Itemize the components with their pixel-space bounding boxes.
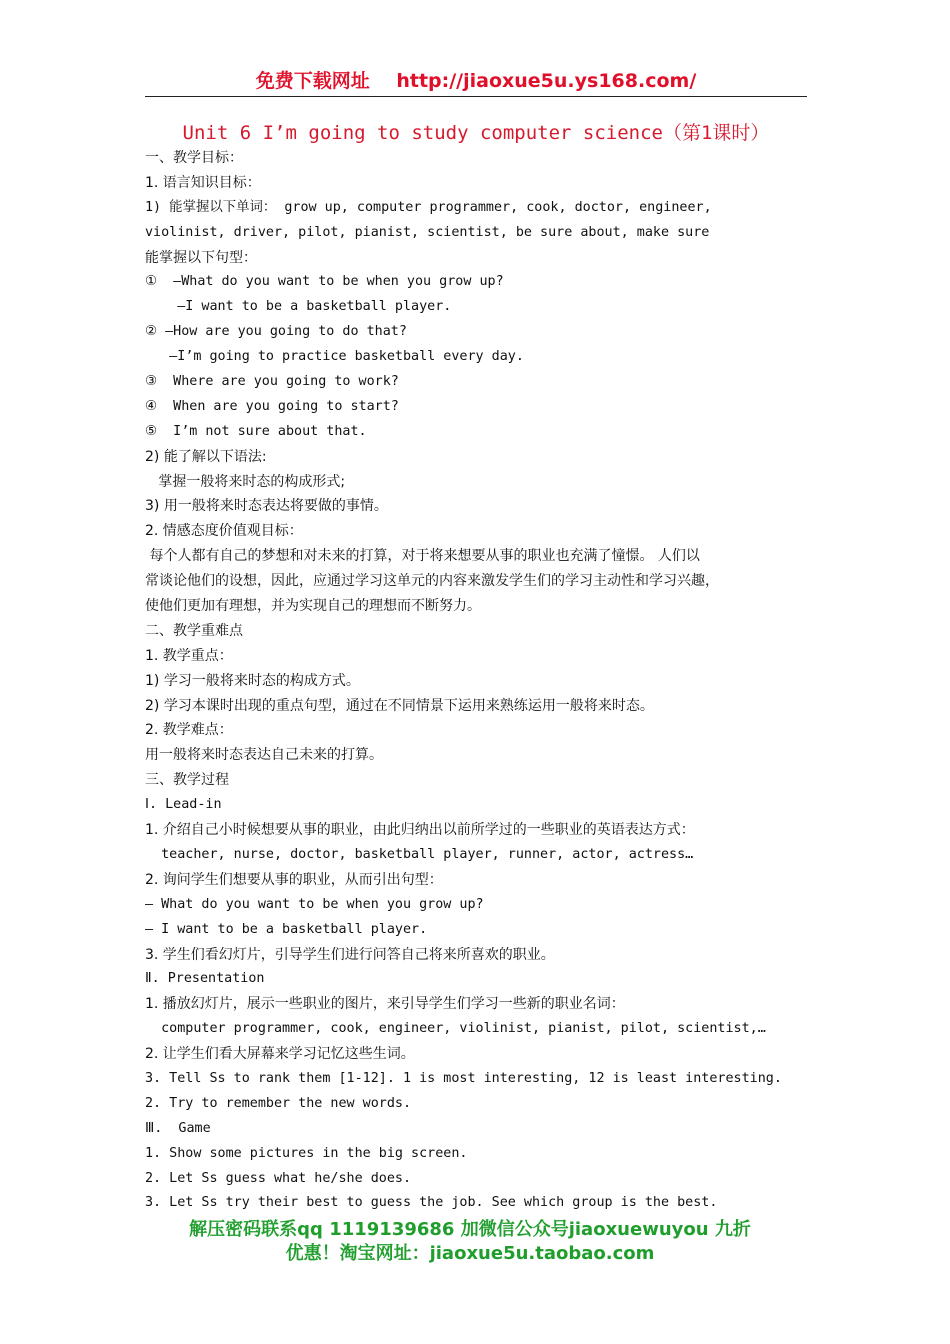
text-line: 用一般将来时态表达自己未来的打算。 xyxy=(145,747,383,764)
text-line: Ⅰ. Lead-in xyxy=(145,797,222,813)
text-line: 掌握一般将来时态的构成形式; xyxy=(145,473,346,490)
text-line: 2. Let Ss guess what he/she does. xyxy=(145,1170,412,1186)
document-body xyxy=(145,146,807,1216)
text-line: 1. 教学重点： xyxy=(145,647,233,664)
text-line: Ⅱ. Presentation xyxy=(145,971,265,987)
text-line: 2. 情感态度价值观目标： xyxy=(145,523,303,540)
text-line: ⑤ I’m not sure about that. xyxy=(145,423,367,439)
text-line: 2) 学习本课时出现的重点句型，通过在不同情景下运用来熟练运用一般将来时态。 xyxy=(145,697,654,714)
text-line: violinist, driver, pilot, pianist, scientist, be sure about, make sure xyxy=(145,224,710,240)
text-line: computer programmer, cook, engineer, violinist, pianist, pilot, scientist,… xyxy=(145,1021,766,1037)
text-line: —I want to be a basketball player. xyxy=(145,299,452,315)
text-line: 1) 学习一般将来时态的构成方式。 xyxy=(145,672,360,689)
text-line: 三、教学过程 xyxy=(145,772,229,789)
text-line: ③ Where are you going to work? xyxy=(145,374,399,390)
text-line: 二、教学重难点 xyxy=(145,622,243,639)
text-line: Ⅲ. Game xyxy=(145,1120,211,1136)
text-line: 2. Try to remember the new words. xyxy=(145,1095,412,1111)
text-line: 1. Show some pictures in the big screen. xyxy=(145,1145,468,1161)
text-line: 使他们更加有理想，并为实现自己的理想而不断努力。 xyxy=(145,598,481,615)
text-line: teacher, nurse, doctor, basketball player, runner, actor, actress… xyxy=(145,846,694,862)
text-line: 常谈论他们的设想，因此，应通过学习这单元的内容来激发学生们的学习主动性和学习兴趣， xyxy=(145,573,719,590)
text-line: 1) 能掌握以下单词： grow up, computer programmer, cook, doctor, engineer, xyxy=(145,199,712,215)
text-line: 3) 用一般将来时态表达将要做的事情。 xyxy=(145,498,388,515)
text-line: 2. 让学生们看大屏幕来学习记忆这些生词。 xyxy=(145,1046,415,1063)
text-line: 2. 教学难点： xyxy=(145,722,233,739)
text-line: 3. Tell Ss to rank them [1-12]. 1 is most interesting, 12 is least interesting. xyxy=(145,1070,782,1086)
text-line: 1. 介绍自己小时候想要从事的职业，由此归纳出以前所学过的一些职业的英语表达方式： xyxy=(145,822,695,839)
text-line: ④ When are you going to start? xyxy=(145,398,399,414)
text-line: 3. Let Ss try their best to guess the job. See which group is the best. xyxy=(145,1195,718,1211)
page-footer xyxy=(120,1218,820,1266)
text-line: —I’m going to practice basketball every day. xyxy=(145,349,524,365)
text-line: 能掌握以下句型： xyxy=(145,249,257,266)
text-line: 一、教学目标： xyxy=(145,150,243,166)
header-label: 免费下载网址 xyxy=(255,70,370,92)
page-header xyxy=(145,62,807,97)
text-line: 每个人都有自己的梦想和对未来的打算，对于将来想要从事的职业也充满了憧憬。 人们以 xyxy=(145,548,700,565)
text-line: ① —What do you want to be when you grow up? xyxy=(145,274,504,290)
text-line: — I want to be a basketball player. xyxy=(145,921,428,937)
page-title: Unit 6 I’m going to study computer science（第1课时） xyxy=(182,122,770,144)
text-line: 2. 询问学生们想要从事的职业，从而引出句型： xyxy=(145,871,443,888)
text-line: 3. 学生们看幻灯片，引导学生们进行问答自己将来所喜欢的职业。 xyxy=(145,946,555,963)
text-line: 1. 语言知识目标： xyxy=(145,174,261,191)
header-url-link[interactable]: http://jiaoxue5u.ys168.com/ xyxy=(396,70,697,92)
text-line: 1. 播放幻灯片，展示一些职业的图片，来引导学生们学习一些新的职业名词： xyxy=(145,996,625,1013)
footer-line-2: 优惠！淘宝网址：jiaoxue5u.taobao.com xyxy=(285,1243,655,1264)
footer-line-1: 解压密码联系qq 1119139686 加微信公众号jiaoxuewuyou 九折 xyxy=(189,1219,751,1240)
text-line: 2) 能了解以下语法: xyxy=(145,448,267,465)
text-line: ② —How are you going to do that? xyxy=(145,324,407,340)
text-line: — What do you want to be when you grow up? xyxy=(145,896,484,912)
